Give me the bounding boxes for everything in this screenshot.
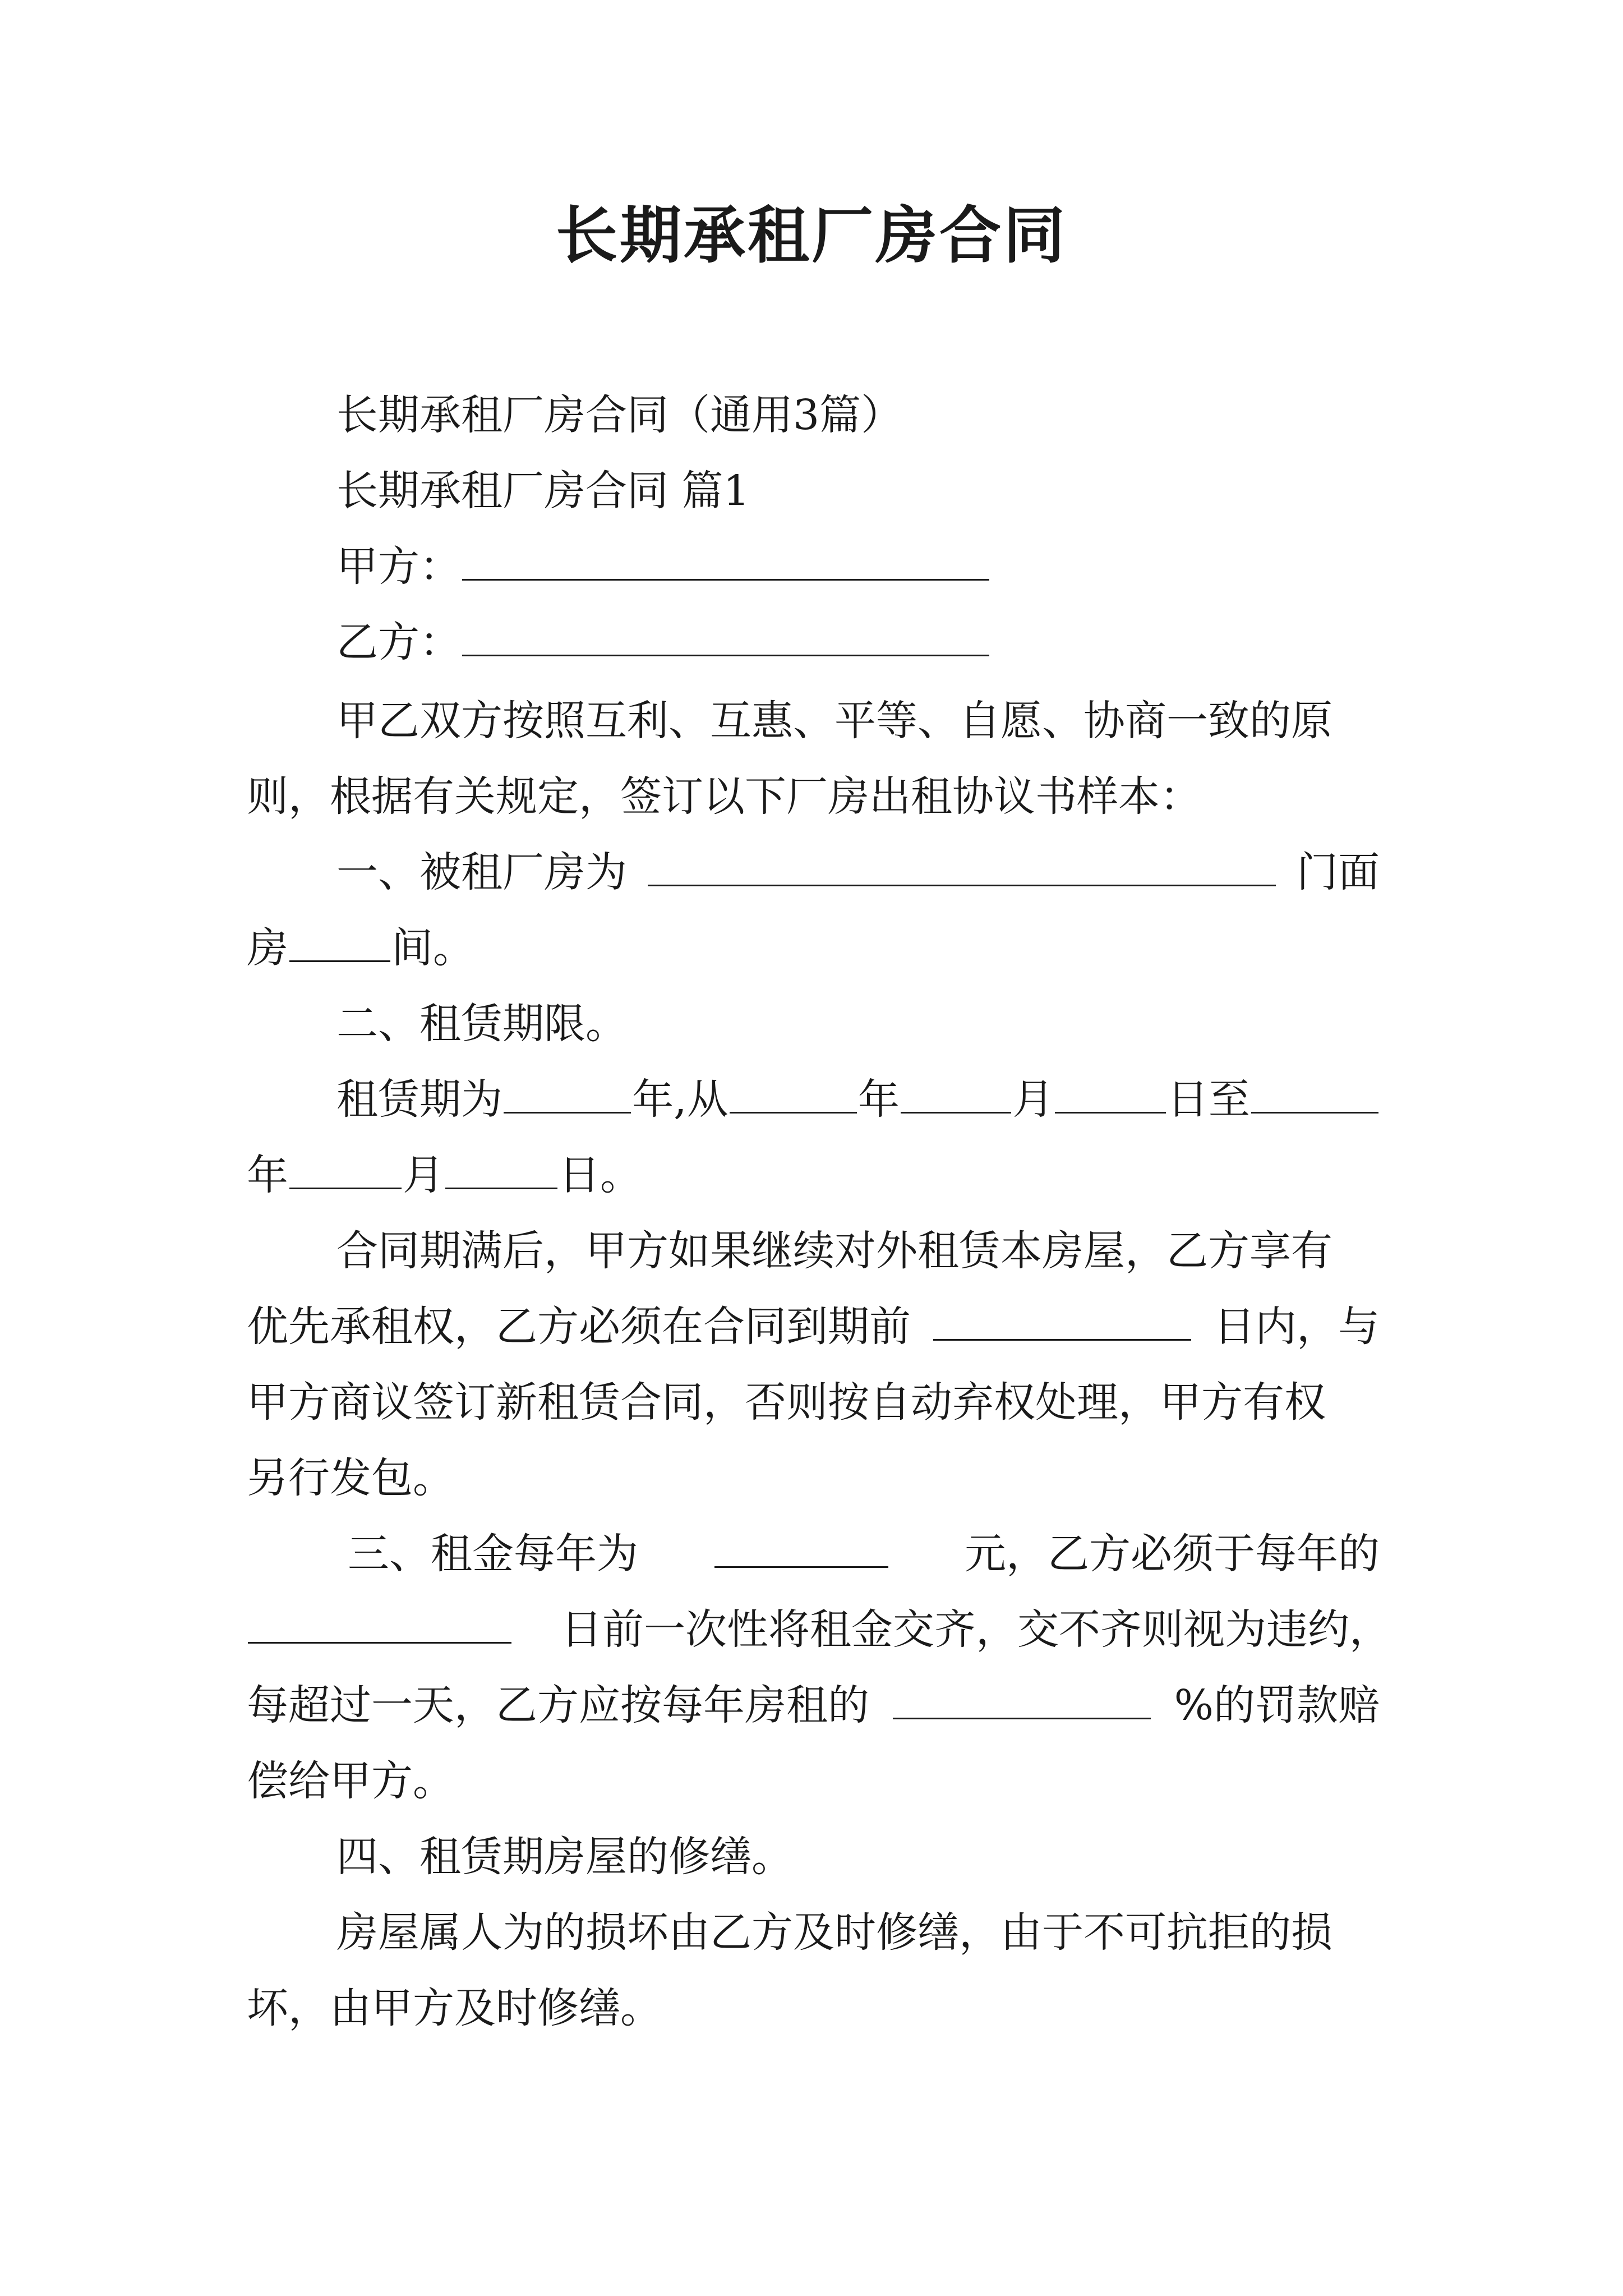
- clause3-line-4: 偿给甲方。: [247, 1757, 454, 1805]
- document-subtitle: 长期承租厂房合同（通用3篇）: [336, 391, 903, 439]
- clause2-text-g: 月: [403, 1151, 444, 1199]
- clause2-line-1: [336, 1071, 1380, 1128]
- clause2-text-d: 月: [1012, 1075, 1054, 1124]
- party-a-row: [336, 539, 990, 595]
- clause4-text-1: 房屋属人为的损坏由乙方及时修缮，由于不可抗拒的损: [336, 1908, 1332, 1957]
- intro-line-1: [336, 693, 1380, 749]
- clause3-line-1: [348, 1526, 1380, 1582]
- renewal-text-1: 合同期满后，甲方如果继续对外租赁本房屋，乙方享有: [336, 1227, 1332, 1275]
- renewal-line-1: [336, 1223, 1380, 1279]
- annual-rent-blank: [714, 1531, 888, 1568]
- start-month-blank: [901, 1077, 1012, 1114]
- end-day-blank: [445, 1153, 557, 1189]
- clause4-line-2: 坏，由甲方及时修缮。: [247, 1984, 662, 2032]
- clause3-text-a: 三、租金每年为: [348, 1530, 638, 1578]
- clause1-text-b: 门面: [1297, 848, 1380, 896]
- clause3-line-2: [247, 1602, 1391, 1658]
- party-b-row: [336, 614, 990, 670]
- renewal-line-4: 另行发包。: [247, 1454, 454, 1502]
- lease-years-blank: [504, 1077, 631, 1114]
- clause1-text-d: 间。: [391, 924, 474, 972]
- renewal-text-2b: 日内，与: [1214, 1303, 1380, 1351]
- payment-date-blank: [248, 1607, 511, 1644]
- renewal-days-blank: [933, 1304, 1191, 1341]
- clause2-text-f: 年: [247, 1151, 288, 1199]
- clause4-line-1: [336, 1904, 1380, 1961]
- clause1-text-a: 一、被租厂房为: [336, 848, 627, 896]
- intro-line-2: 则，根据有关规定，签订以下厂房出租协议书样本：: [247, 772, 1201, 821]
- party-a-label: 甲方：: [336, 542, 461, 591]
- renewal-text-2a: 优先承租权，乙方必须在合同到期前: [247, 1303, 911, 1351]
- party-a-blank: [462, 544, 989, 581]
- clause2-text-h: 日。: [559, 1151, 642, 1199]
- clause2-text-e: 日至: [1166, 1075, 1250, 1124]
- clause3-text-b: 元，乙方必须于每年的: [965, 1530, 1380, 1578]
- intro-text-1: 甲乙双方按照互利、互惠、平等、自愿、协商一致的原: [336, 697, 1332, 745]
- renewal-line-2: [247, 1299, 1380, 1355]
- clause2-text-c: 年: [857, 1075, 900, 1124]
- clause4-heading: 四、租赁期房屋的修缮。: [336, 1833, 793, 1881]
- clause3-text-e: %的罚款赔: [1174, 1681, 1380, 1729]
- page-title: 长期承租厂房合同: [556, 200, 1067, 272]
- renewal-text-3: 甲方商议签订新租赁合同，否则按自动弃权处理，甲方有权: [247, 1378, 1326, 1427]
- clause1-rooms-blank: [289, 926, 390, 962]
- end-month-blank: [289, 1153, 402, 1189]
- end-year-blank: [1251, 1077, 1378, 1114]
- clause1-line-1: [336, 844, 1380, 900]
- clause3-text-d: 每超过一天，乙方应按每年房租的: [247, 1681, 869, 1729]
- clause1-building-blank: [648, 850, 1276, 886]
- start-day-blank: [1055, 1077, 1166, 1114]
- party-b-blank: [462, 620, 989, 656]
- start-year-blank: [730, 1077, 857, 1114]
- clause2-text-a: 租赁期为: [336, 1075, 502, 1124]
- clause1-line-2: [247, 920, 474, 976]
- part-heading: 长期承租厂房合同 篇1: [336, 467, 750, 515]
- clause2-text-b: 年,从: [632, 1075, 728, 1124]
- party-b-label: 乙方：: [336, 618, 461, 666]
- penalty-rate-blank: [893, 1683, 1151, 1719]
- renewal-line-3: [247, 1374, 1380, 1430]
- clause2-heading: 二、租赁期限。: [336, 1000, 627, 1048]
- clause1-text-c: 房: [247, 924, 288, 972]
- clause2-line-2: [247, 1147, 642, 1203]
- clause3-text-c: 日前一次性将租金交齐，交不齐则视为违约，: [561, 1605, 1391, 1654]
- clause3-line-3: [247, 1677, 1380, 1733]
